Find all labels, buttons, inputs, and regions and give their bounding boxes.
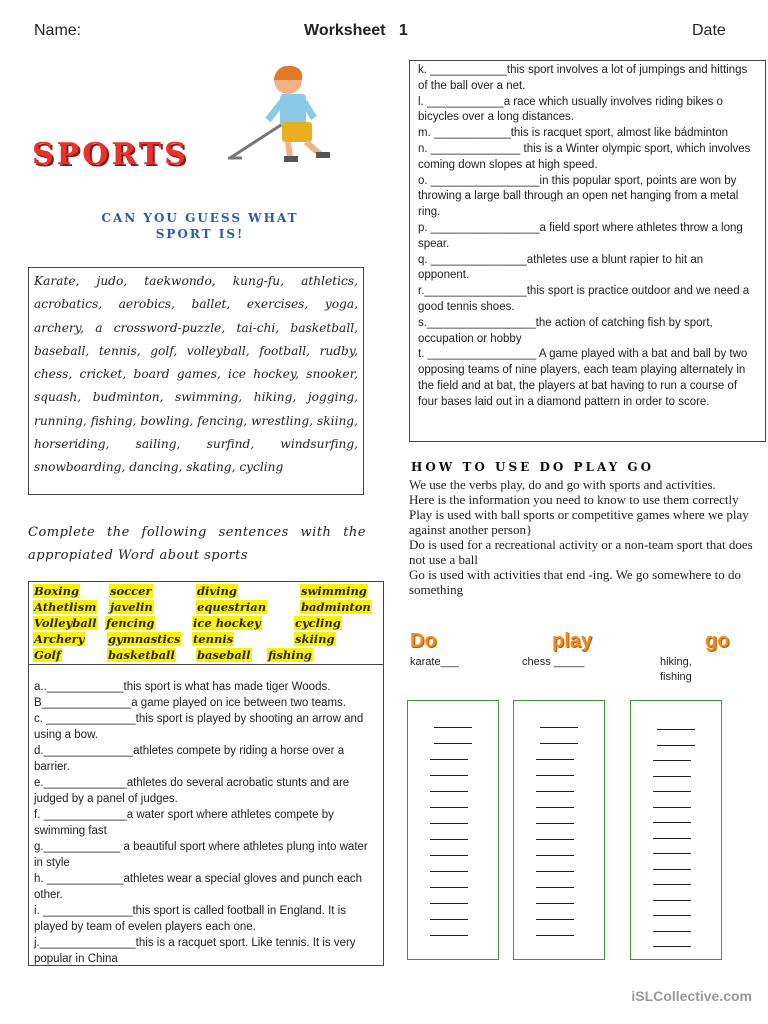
sentence-a: a..____________this sport is what has made tiger Woods. (34, 681, 331, 693)
answer-blank-line (536, 935, 574, 936)
bank-word: soccer (110, 584, 152, 598)
answer-blank-line (430, 935, 468, 936)
rule-line: We use the verbs play, do and go with sports and activities. (409, 477, 716, 492)
date-label: Date (692, 22, 726, 39)
answer-blank-line (536, 871, 574, 872)
answer-blank-line (657, 729, 695, 730)
answer-blank-line (430, 775, 468, 776)
footer-watermark: iSLCollective.com (631, 988, 752, 1004)
sentence-j: j._______________this is a racquet sport. Like tennis. It is very popular in China (34, 937, 356, 965)
guess-line-1: CAN YOU GUESS WHAT (101, 211, 299, 225)
answer-blank-line (653, 807, 691, 808)
example-go-line-2: fishing (660, 671, 692, 683)
answer-blank-line (430, 887, 468, 888)
bank-word: equestrian (197, 600, 267, 614)
example-play: chess _____ (522, 656, 585, 668)
sentence-o: o. _________________in this popular sport, points are won by throwing a large ball through an open net hanging from a metal ring. (418, 174, 739, 219)
sentence-e: e._____________athletes do several acrobatic stunts and are judged by a panel of judges. (34, 777, 350, 805)
verb-play: play (552, 630, 593, 652)
answer-blank-line (653, 900, 691, 901)
answer-blank-line (657, 745, 695, 746)
do-answer-box[interactable] (407, 700, 499, 960)
answer-blank-line (430, 823, 468, 824)
rule-line: Play is used with ball sports or competitive games where we play against another person} (409, 507, 749, 537)
answer-blank-line (653, 776, 691, 777)
sports-word-list: Karate, judo, taekwondo, kung-fu, athletics, acrobatics, aerobics, ballet, exercises, yoga, archery, a crossword-puzzle, tai-chi, basketball, baseball, tennis, golf, volleyball, football, rudby, chess, cricket, board games, ice hockey, snooker, squash, budminton, swimming, hiking, jogging, running, fishing, bowling, fencing, wrestling, skiing, horseriding, sailing, surfind, windsurfing, snowboarding, dancing, skating, cycling (28, 267, 364, 495)
answer-blank-line (536, 807, 574, 808)
example-go (660, 655, 692, 685)
answer-blank-line (434, 727, 472, 728)
answer-blank-line (430, 791, 468, 792)
guess-line-2: SPORT IS! (155, 227, 245, 241)
bank-word: gymnastics (108, 632, 181, 646)
sentence-g: g.____________ a beautiful sport where athletes plung into water in style (34, 841, 368, 869)
answer-blank-line (653, 869, 691, 870)
rule-line: Go is used with activities that end -ing. We go somewhere to do something (409, 567, 741, 597)
sentence-f: f. _____________a water sport where athletes compete by swimming fast (34, 809, 334, 837)
answer-blank-line (430, 871, 468, 872)
sentence-b: B______________a game played on ice between two teams. (34, 697, 347, 709)
answer-blank-line (536, 919, 574, 920)
answer-blank-line (430, 855, 468, 856)
sentence-q: q. _______________athletes use a blunt rapier to hit an opponent. (418, 253, 704, 282)
answer-blank-line (653, 946, 691, 947)
bank-word: swimming (301, 584, 367, 598)
rule-line: Here is the information you need to know to use them correctly (409, 492, 739, 507)
answer-blank-line (653, 931, 691, 932)
answer-blank-line (430, 839, 468, 840)
answer-blank-line (430, 903, 468, 904)
bank-word: cycling (295, 616, 341, 630)
instructions: Complete the following sentences with the appropiated Word about sports (28, 525, 366, 563)
answer-blank-line (536, 775, 574, 776)
bank-word: Volleyball (34, 616, 97, 630)
bank-word: tennis (193, 632, 234, 646)
worksheet-title: Worksheet 1 (304, 22, 408, 39)
sentence-l: l. ____________a race which usually involves riding bikes o bicycles over a long distances. (418, 95, 723, 124)
verb-do: Do (410, 630, 437, 652)
rule-line: Do is used for a recreational activity or a non-team sport that does not use a ball (409, 537, 753, 567)
sentence-h: h. ____________athletes wear a special gloves and punch each other. (34, 873, 362, 901)
answer-blank-line (653, 791, 691, 792)
answer-blank-line (430, 919, 468, 920)
answer-blank-line (536, 759, 574, 760)
example-do: karate___ (410, 656, 459, 668)
sentence-m: m. ____________this is racquet sport, almost like bádminton (418, 127, 729, 140)
bank-word: badminton (301, 600, 371, 614)
answer-blank-line (653, 838, 691, 839)
example-go-line-1: hiking, (660, 656, 692, 668)
answer-blank-line (536, 839, 574, 840)
sports-title: SPORTS (32, 137, 189, 172)
name-label: Name: (34, 22, 82, 39)
go-answer-box[interactable] (630, 700, 722, 960)
how-to-heading: HOW TO USE DO PLAY GO (411, 460, 655, 474)
sentences-a-to-j (28, 664, 384, 966)
answer-blank-line (536, 903, 574, 904)
sentence-c: c. ______________this sport is played by shooting an arrow and using a bow. (34, 713, 364, 741)
answer-blank-line (536, 791, 574, 792)
sentence-s: s._________________the action of catching fish by sport, occupation or hobby (418, 316, 713, 345)
bank-word: Golf (34, 648, 61, 662)
play-answer-box[interactable] (513, 700, 605, 960)
answer-blank-line (653, 853, 691, 854)
bank-word: ice hockey (193, 616, 261, 630)
sentence-k: k. ____________this sport involves a lot of jumpings and hittings of the ball over a net. (418, 64, 748, 92)
sentences-k-to-t (409, 60, 766, 442)
sentence-r: r.________________this sport is practice outdoor and we need a good tennis shoes. (418, 285, 750, 313)
answer-blank-line (653, 822, 691, 823)
bank-word: Boxing (34, 584, 80, 598)
bank-word: baseball (197, 648, 251, 662)
sentence-p: p. _________________a field sport where athletes throw a long spear. (418, 221, 743, 250)
bank-word: fencing (106, 616, 155, 630)
bank-word: Archery (34, 632, 85, 646)
answer-blank-line (540, 727, 578, 728)
answer-blank-line (536, 855, 574, 856)
sentence-n: n. ______________ this is a Winter olympic sport, which involves coming down slopes at high speed. (418, 142, 751, 171)
answer-blank-line (536, 823, 574, 824)
bank-word: skiing (295, 632, 335, 646)
answer-blank-line (653, 884, 691, 885)
answer-blank-line (536, 887, 574, 888)
verb-go: go (705, 630, 730, 652)
bank-word: javelin (110, 600, 153, 614)
answer-blank-line (430, 759, 468, 760)
sentence-i: i. ______________this sport is called football in England. It is played by team of evelen players each one. (34, 905, 346, 933)
usage-rules (409, 477, 759, 597)
bank-word: diving (197, 584, 237, 598)
hockey-player-illustration (228, 62, 350, 168)
bank-word: basketball (108, 648, 175, 662)
guess-heading (55, 210, 345, 242)
sentence-t: t. _________________ A game played with a bat and ball by two opposing teams of nine players, each team playing alternately in the field and at bat, the players at bat having to run a course of four bases laid out in a diamond pattern in order to score. (418, 348, 748, 408)
bank-word: Athetlism (34, 600, 97, 614)
word-bank (28, 581, 384, 665)
answer-blank-line (653, 760, 691, 761)
bank-word: fishing (268, 648, 312, 662)
sentence-d: d.______________athletes compete by riding a horse over a barrier. (34, 745, 345, 773)
answer-blank-line (430, 807, 468, 808)
answer-blank-line (653, 915, 691, 916)
answer-blank-line (434, 743, 472, 744)
answer-blank-line (540, 743, 578, 744)
